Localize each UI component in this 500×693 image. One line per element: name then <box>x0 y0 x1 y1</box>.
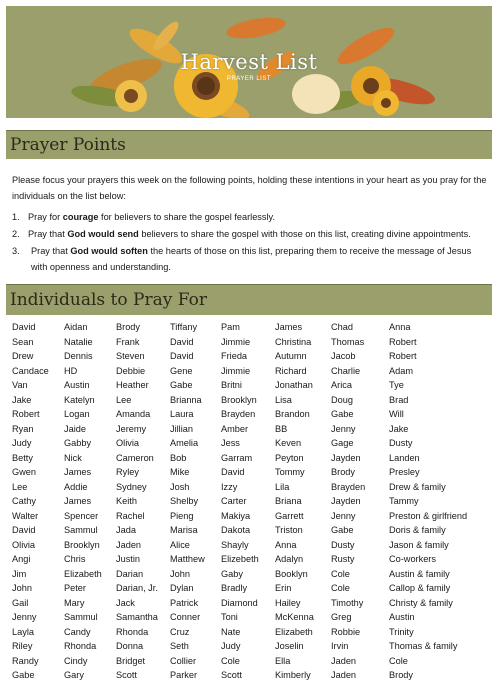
names-column <box>12 320 49 683</box>
name-item: Co-workers <box>389 554 436 564</box>
name-item: Booklyn <box>275 568 308 579</box>
name-item: Collier <box>170 655 197 666</box>
name-item: Brandon <box>275 409 310 419</box>
name-item: David <box>12 322 36 332</box>
name-item: Cameron <box>116 452 154 463</box>
name-item: Shayly <box>221 539 249 550</box>
name-item: Nick <box>64 452 82 463</box>
name-item: Will <box>389 409 404 419</box>
name-item: Jada <box>116 525 136 535</box>
name-item: Gaby <box>221 568 243 579</box>
name-item: Rhonda <box>64 641 97 651</box>
name-item: Elizabeth <box>64 568 102 579</box>
name-item: Jayden <box>331 496 361 506</box>
individuals-header <box>6 284 492 315</box>
name-item: Donna <box>116 641 144 651</box>
intro-paragraph: Please focus your prayers this week on the following points, holding these intentions in your heart as you pray for the individuals on the list below: <box>12 175 487 201</box>
name-item: Natalie <box>64 336 93 347</box>
name-item: Carter <box>221 496 247 506</box>
name-item: Gabe <box>331 525 354 535</box>
name-item: Thomas <box>331 336 365 347</box>
name-item: Joselin <box>275 641 304 651</box>
name-item: Nate <box>221 626 241 637</box>
name-item: Greg <box>331 612 352 622</box>
name-item: David <box>221 467 245 477</box>
name-item: Amber <box>221 423 249 434</box>
name-item: Cole <box>389 655 408 666</box>
name-item: Tammy <box>389 496 419 506</box>
name-item: Trinity <box>389 626 414 637</box>
name-item: James <box>64 467 92 477</box>
prayer-point <box>12 209 487 225</box>
name-item: Irvin <box>331 641 349 651</box>
name-item: Brayden <box>331 481 366 492</box>
name-item: Frieda <box>221 351 248 361</box>
name-item: Peyton <box>275 452 304 463</box>
name-item: Cindy <box>64 655 88 666</box>
name-item: Samantha <box>116 612 158 622</box>
name-item: Chad <box>331 322 353 332</box>
name-item: Jenny <box>12 612 37 622</box>
name-item: Lila <box>275 481 290 492</box>
section-title: Individuals to Pray For <box>10 290 207 310</box>
name-item: James <box>275 322 303 332</box>
name-item: Logan <box>64 409 90 419</box>
name-item: John <box>12 583 32 593</box>
name-item: Katelyn <box>64 394 95 405</box>
name-item: Jillian <box>170 423 193 434</box>
point-text: believers to share the gospel with those on this list, creating divine appointments. <box>138 229 471 239</box>
name-item: Sydney <box>116 481 147 492</box>
name-item: Landen <box>389 452 420 463</box>
name-item: Tye <box>389 380 404 390</box>
name-item: Toni <box>221 612 238 622</box>
name-item: Darian, Jr. <box>116 583 158 593</box>
prayer-point <box>12 243 487 275</box>
name-item: Lee <box>12 481 28 492</box>
name-item: Autumn <box>275 351 307 361</box>
name-item: Austin <box>389 612 415 622</box>
name-item: Marisa <box>170 525 198 535</box>
name-item: Jimmie <box>221 336 251 347</box>
name-item: Bradly <box>221 583 248 593</box>
name-item: Izzy <box>221 481 238 492</box>
name-item: McKenna <box>275 612 314 622</box>
name-item: HD <box>64 365 78 376</box>
name-item: Jake <box>12 394 32 405</box>
name-item: Mike <box>170 467 190 477</box>
point-text: Pray for <box>28 212 63 222</box>
name-item: Steven <box>116 351 145 361</box>
point-emphasis: God would send <box>67 229 139 239</box>
name-item: Candace <box>12 365 49 376</box>
name-item: Jaden <box>331 655 357 666</box>
name-item: David <box>170 351 194 361</box>
name-item: Brooklyn <box>64 539 100 550</box>
name-item: Ryan <box>12 423 34 434</box>
name-item: Heather <box>116 380 149 390</box>
name-item: Rachel <box>116 510 145 521</box>
name-item: Olivia <box>116 438 139 448</box>
point-emphasis: God would soften <box>70 246 148 256</box>
name-item: Gene <box>170 365 193 376</box>
name-item: Gage <box>331 438 354 448</box>
name-item: Gary <box>64 670 84 680</box>
names-column <box>170 320 205 683</box>
name-item: Adalyn <box>275 554 304 564</box>
name-item: Drew <box>12 351 34 361</box>
name-item: Dusty <box>389 438 413 448</box>
name-item: Dusty <box>331 539 355 550</box>
name-item: Matthew <box>170 554 205 564</box>
name-item: Judy <box>221 641 241 651</box>
name-item: Alice <box>170 539 190 550</box>
point-number: 1. <box>12 212 20 222</box>
name-item: Jenny <box>331 510 356 521</box>
name-item: Jaide <box>64 423 86 434</box>
name-item: Gabe <box>331 409 354 419</box>
name-item: Gabby <box>64 438 92 448</box>
name-item: Cole <box>221 655 240 666</box>
name-item: Anna <box>275 539 297 550</box>
name-item: David <box>12 525 36 535</box>
names-grid <box>0 320 500 690</box>
name-item: Pieng <box>170 510 194 521</box>
name-item: Riley <box>12 641 33 651</box>
name-item: Patrick <box>170 597 199 608</box>
names-column <box>389 320 467 683</box>
prayer-point <box>12 226 487 242</box>
name-item: Gwen <box>12 467 37 477</box>
name-item: Walter <box>12 510 39 521</box>
name-item: Olivia <box>12 539 35 550</box>
name-item: Elizebeth <box>221 554 259 564</box>
point-text: Pray that <box>31 246 71 256</box>
header-banner <box>6 6 492 118</box>
name-item: Tommy <box>275 467 305 477</box>
name-item: Frank <box>116 336 140 347</box>
name-item: Jeremy <box>116 423 147 434</box>
name-item: Sammul <box>64 612 98 622</box>
name-item: Parker <box>170 670 198 680</box>
name-item: Drew & family <box>389 481 446 492</box>
name-item: James <box>64 496 92 506</box>
name-item: Addie <box>64 481 88 492</box>
name-item: Candy <box>64 626 91 637</box>
name-item: Gabe <box>170 380 193 390</box>
name-item: Dakota <box>221 525 251 535</box>
name-item: Makiya <box>221 510 251 521</box>
names-column <box>275 320 314 683</box>
name-item: Jonathan <box>275 380 313 390</box>
name-item: Cole <box>331 568 350 579</box>
name-item: Adam <box>389 365 414 376</box>
name-item: Josh <box>170 481 190 492</box>
name-item: John <box>170 568 190 579</box>
name-item: Jacob <box>331 351 356 361</box>
name-item: Randy <box>12 655 39 666</box>
name-item: Elizabeth <box>275 626 313 637</box>
name-item: Jack <box>116 597 135 608</box>
name-item: Lee <box>116 394 132 405</box>
name-item: Laura <box>170 409 194 419</box>
name-item: Lisa <box>275 394 292 405</box>
name-item: Diamond <box>221 597 258 608</box>
name-item: Jimmie <box>221 365 251 376</box>
name-item: Robert <box>389 351 417 361</box>
name-item: Austin & family <box>389 568 450 579</box>
name-item: Ella <box>275 655 291 666</box>
name-item: Bob <box>170 452 187 463</box>
name-item: Callop & family <box>389 583 451 593</box>
name-item: Amanda <box>116 409 151 419</box>
names-column <box>221 320 259 683</box>
name-item: Darian <box>116 568 144 579</box>
name-item: Arica <box>331 380 352 390</box>
names-column <box>116 320 158 683</box>
name-item: Peter <box>64 583 86 593</box>
point-emphasis: courage <box>62 212 99 222</box>
name-item: Van <box>12 380 28 390</box>
name-item: Seth <box>170 641 189 651</box>
name-item: Jake <box>389 423 409 434</box>
point-text: for believers to share the gospel fearlessly. <box>98 212 275 222</box>
name-item: Gabe <box>12 670 35 680</box>
name-item: Brody <box>389 670 414 680</box>
name-item: Brody <box>116 322 141 332</box>
name-item: Sammul <box>64 525 98 535</box>
name-item: BB <box>275 423 288 434</box>
name-item: Keven <box>275 438 302 448</box>
name-item: Garram <box>221 452 253 463</box>
name-item: Presley <box>389 467 420 477</box>
name-item: Timothy <box>331 597 364 608</box>
name-item: Gail <box>12 597 29 608</box>
point-number: 3. <box>12 246 20 256</box>
section-title: Prayer Points <box>10 135 126 155</box>
name-item: Jenny <box>331 423 356 434</box>
name-item: Sean <box>12 336 34 347</box>
names-column <box>331 320 365 683</box>
name-item: Robert <box>389 336 417 347</box>
name-item: Judy <box>12 438 32 448</box>
name-item: Betty <box>12 452 33 463</box>
name-item: Doris & family <box>389 525 446 535</box>
names-column <box>64 320 102 683</box>
name-item: Christina <box>275 336 312 347</box>
name-item: Amelia <box>170 438 199 448</box>
prayer-points-header <box>6 130 492 159</box>
name-item: Brianna <box>170 394 202 405</box>
name-item: Dylan <box>170 583 194 593</box>
name-item: Conner <box>170 612 201 622</box>
name-item: Spencer <box>64 510 99 521</box>
name-item: Keith <box>116 496 137 506</box>
name-item: Jess <box>221 438 240 448</box>
name-item: Rhonda <box>116 626 149 637</box>
name-item: Triston <box>275 525 303 535</box>
name-item: Erin <box>275 583 292 593</box>
name-item: Scott <box>221 670 242 680</box>
point-text: the hearts of those on this list, preparing them to receive the message of Jesus with openness and understanding. <box>31 246 472 272</box>
name-item: Jason & family <box>389 539 449 550</box>
name-item: Chris <box>64 554 86 564</box>
name-item: Layla <box>12 626 34 637</box>
name-item: Austin <box>64 380 90 390</box>
name-item: Brody <box>331 467 356 477</box>
name-item: Tiffany <box>170 322 198 332</box>
name-item: Brooklyn <box>221 394 257 405</box>
name-item: Mary <box>64 597 85 608</box>
name-item: Richard <box>275 365 307 376</box>
name-item: Christy & family <box>389 597 453 608</box>
name-item: Shelby <box>170 496 199 506</box>
name-item: Ryley <box>116 467 139 477</box>
name-item: Doug <box>331 394 353 405</box>
name-item: Aidan <box>64 322 88 332</box>
name-item: Brad <box>389 394 409 405</box>
name-item: Angi <box>12 554 31 564</box>
name-item: Scott <box>116 670 137 680</box>
name-item: Robert <box>12 409 40 419</box>
name-item: Justin <box>116 554 141 564</box>
name-item: David <box>170 336 194 347</box>
name-item: Preston & girlfriend <box>389 510 468 521</box>
name-item: Briana <box>275 496 302 506</box>
name-item: Anna <box>389 322 411 332</box>
point-number: 2. <box>12 229 20 239</box>
name-item: Britni <box>221 380 242 390</box>
name-item: Charlie <box>331 365 361 376</box>
name-item: Cole <box>331 583 350 593</box>
name-item: Brayden <box>221 409 256 419</box>
name-item: Dennis <box>64 351 93 361</box>
name-item: Jaden <box>331 670 357 680</box>
banner-title: Harvest List <box>180 50 318 74</box>
prayer-points-list <box>12 209 487 276</box>
name-item: Robbie <box>331 626 361 637</box>
name-item: Thomas & family <box>389 641 458 651</box>
point-text: Pray that <box>28 229 68 239</box>
banner-subtitle: PRAYER LIST <box>226 76 272 82</box>
name-item: Jim <box>12 568 27 579</box>
name-item: Cruz <box>170 626 190 637</box>
name-item: Garrett <box>275 510 304 521</box>
name-item: Rusty <box>331 554 355 564</box>
name-item: Kimberly <box>275 670 311 680</box>
name-item: Jaden <box>116 539 142 550</box>
name-item: Cathy <box>12 496 37 506</box>
name-item: Hailey <box>275 597 301 608</box>
name-item: Pam <box>221 322 240 332</box>
name-item: Jayden <box>331 452 361 463</box>
name-item: Bridget <box>116 655 146 666</box>
name-item: Debbie <box>116 365 146 376</box>
